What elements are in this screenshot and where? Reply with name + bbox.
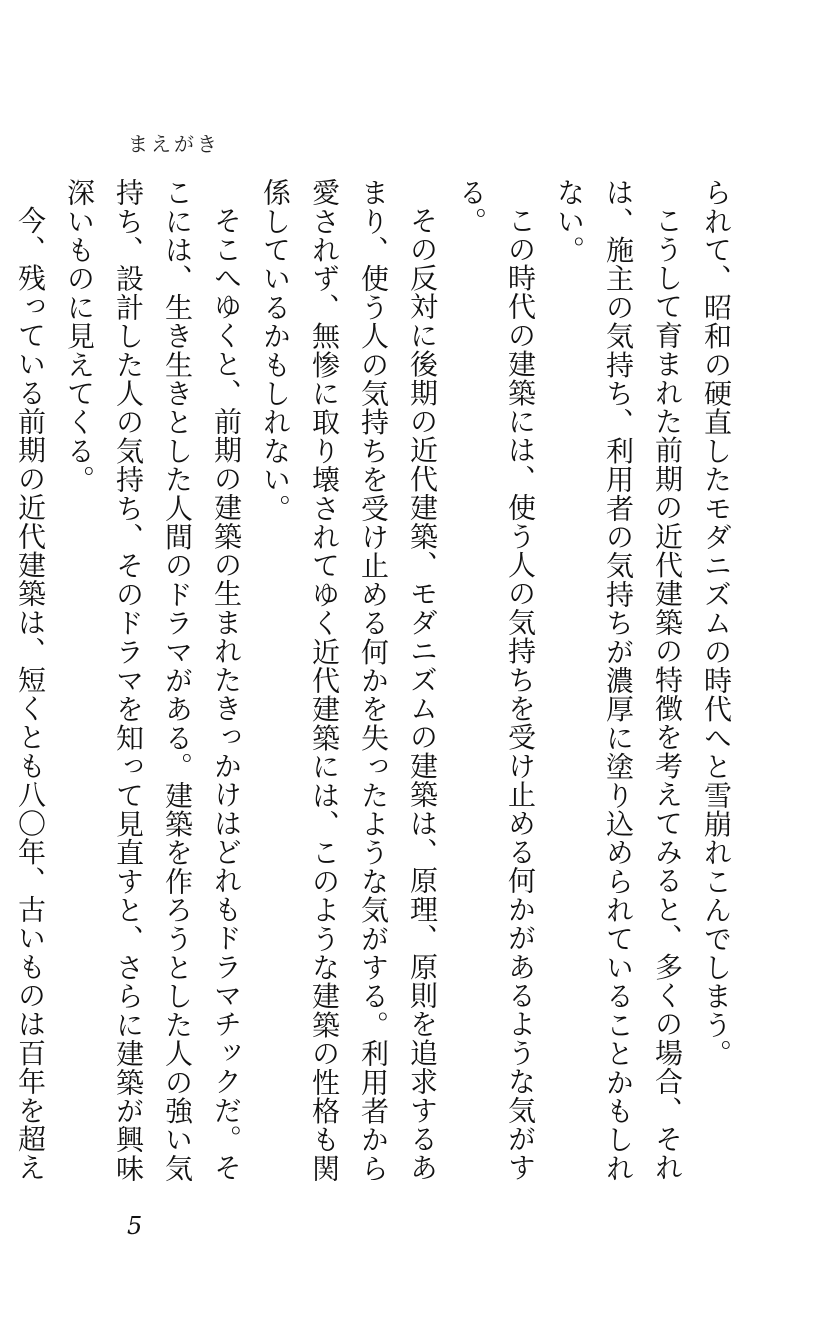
paragraph: この時代の建築には、使う人の気持ちを受け止める何かがあるような気がする。: [455, 178, 537, 1182]
paragraph: そこへゆくと、前期の建築の生まれたきっかけはどれもドラマチックだ。そこには、生き生きとした人間のドラマがある。建築を作ろうとした人の強い気持ち、設計した人の気持ち、そのドラマを知って見直すと、さらに建築が興味深いものに見えてくる。: [63, 178, 243, 1183]
running-head: まえがき: [128, 132, 220, 156]
page-number: 5: [127, 1212, 143, 1240]
paragraph: 今、残っている前期の近代建築は、短くとも八〇年、古いものは百年を超え: [14, 206, 47, 1182]
paragraph: その反対に後期の近代建築、モダニズムの建築は、原理、原則を追求するあまり、使う人の気持ちを受け止める何かを失ったような気がする。利用者から愛されず、無惨に取り壊されてゆく近代建築には、このような建築の性格も関係しているかもしれない。: [259, 178, 439, 1183]
body-text: [14, 178, 741, 1188]
paragraph: こうして育まれた前期の近代建築の特徴を考えてみると、多くの場合、それは、施主の気持ち、利用者の気持ちが濃厚に塗り込められていることかもしれない。: [553, 178, 684, 1183]
paragraph: られて、昭和の硬直したモダニズムの時代へと雪崩れこんでしまう。: [700, 178, 733, 1068]
